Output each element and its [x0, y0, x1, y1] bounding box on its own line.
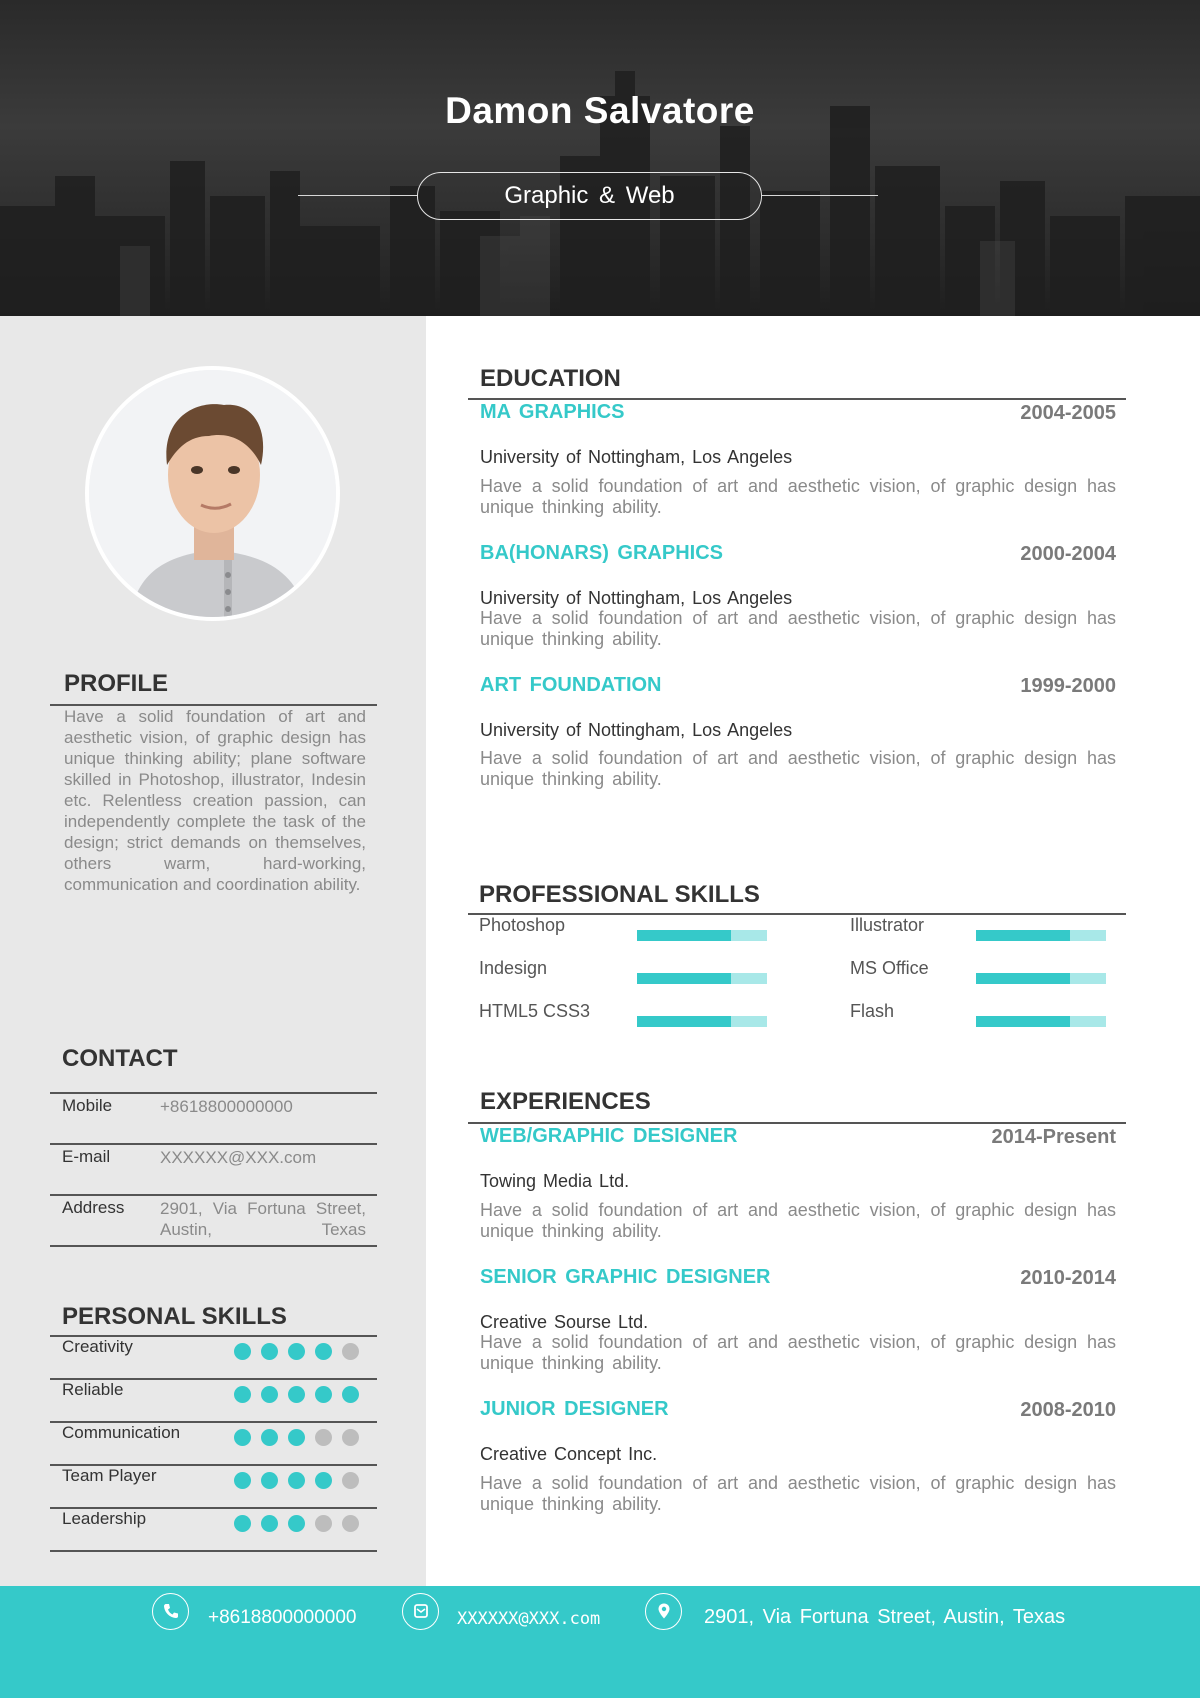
personal-skill-label: Leadership: [62, 1509, 147, 1528]
rating-dot-filled: [342, 1386, 359, 1403]
personal-skill-label: Creativity: [62, 1337, 133, 1356]
professional-skills-rule: [468, 913, 1126, 915]
rating-dot-empty: [315, 1429, 332, 1446]
professional-skill-label: Illustrator: [850, 915, 925, 935]
phone-icon: [152, 1593, 189, 1630]
education-school: University of Nottingham, Los Angeles: [480, 447, 793, 467]
rating-dot-empty: [342, 1429, 359, 1446]
education-description: Have a solid foundation of art and aesthetic vision, of graphic design has unique thinking ability.: [480, 608, 1116, 649]
skill-level-bar: [637, 1016, 767, 1027]
rating-dot-filled: [315, 1343, 332, 1360]
contact-address-value: 2901, Via Fortuna Street, Austin, Texas: [160, 1199, 366, 1239]
contact-email-value[interactable]: XXXXXX@XXX.com: [160, 1148, 317, 1167]
skill-level-bar: [976, 930, 1106, 941]
education-date: 1999-2000: [1020, 675, 1116, 697]
experience-description: Have a solid foundation of art and aesthetic vision, of graphic design has unique thinking ability.: [480, 1332, 1116, 1373]
experience-description: Have a solid foundation of art and aesthetic vision, of graphic design has unique thinking ability.: [480, 1473, 1116, 1514]
rating-dot-filled: [261, 1515, 278, 1532]
skill-level-bar: [976, 1016, 1106, 1027]
contact-row-mobile: [50, 1096, 377, 1144]
rating-dot-filled: [234, 1515, 251, 1532]
personal-skill-row: [50, 1380, 377, 1423]
experiences-heading: EXPERIENCES: [480, 1088, 651, 1115]
rating-dot-filled: [234, 1472, 251, 1489]
experience-title: SENIOR GRAPHIC DESIGNER: [480, 1266, 771, 1288]
rating-dot-empty: [342, 1472, 359, 1489]
skill-level-fill: [976, 930, 1070, 941]
professional-skill-label: Flash: [850, 1001, 895, 1021]
footer-phone[interactable]: +8618800000000: [208, 1607, 357, 1628]
personal-skill-row: [50, 1466, 377, 1509]
portrait-photo: [89, 370, 340, 621]
avatar: [85, 366, 340, 621]
person-name: Damon Salvatore: [445, 90, 755, 131]
rating-dot-filled: [234, 1343, 251, 1360]
rating-dot-filled: [288, 1515, 305, 1532]
personal-skill-row: [50, 1509, 377, 1552]
contact-mobile-value[interactable]: +8618800000000: [160, 1097, 293, 1116]
experience-company: Creative Concept Inc.: [480, 1444, 658, 1464]
education-title: MA GRAPHICS: [480, 401, 625, 423]
experience-title: WEB/GRAPHIC DESIGNER: [480, 1125, 738, 1147]
rating-dot-filled: [288, 1429, 305, 1446]
professional-skill-label: Photoshop: [479, 915, 566, 935]
rating-dot-filled: [288, 1386, 305, 1403]
skill-level-fill: [637, 1016, 731, 1027]
job-title-pill: Graphic & Web: [417, 172, 762, 220]
skill-level-fill: [976, 973, 1070, 984]
experience-description: Have a solid foundation of art and aesthetic vision, of graphic design has unique thinking ability.: [480, 1200, 1116, 1241]
personal-skill-rule: [50, 1550, 377, 1552]
education-date: 2004-2005: [1020, 402, 1116, 424]
experience-company: Creative Sourse Ltd.: [480, 1312, 649, 1332]
personal-skill-label: Communication: [62, 1423, 181, 1442]
rating-dot-filled: [288, 1472, 305, 1489]
profile-text: Have a solid foundation of art and aesthetic vision, of graphic design has unique thinking ability; plane software skilled in Photoshop, illustrator, Indesin etc. Relentless creation passion, can independently complete the task of the design; strict demands on themselves, others warm, hard-working, communication and coordination ability.: [64, 707, 366, 894]
rating-dot-filled: [234, 1429, 251, 1446]
subtitle-divider-right: [762, 195, 878, 196]
footer-email[interactable]: XXXXXX@XXX.com: [457, 1609, 601, 1629]
education-title: ART FOUNDATION: [480, 674, 662, 696]
professional-skill-label: MS Office: [850, 958, 929, 978]
skill-level-bar: [637, 973, 767, 984]
profile-heading: PROFILE: [64, 670, 169, 697]
education-school: University of Nottingham, Los Angeles: [480, 588, 793, 608]
professional-skill-label: Indesign: [479, 958, 548, 978]
skill-level-bar: [637, 930, 767, 941]
rating-dot-empty: [342, 1343, 359, 1360]
personal-skill-row: [50, 1423, 377, 1466]
rating-dot-filled: [261, 1386, 278, 1403]
education-school: University of Nottingham, Los Angeles: [480, 720, 793, 740]
contact-row-address: [50, 1198, 377, 1246]
experiences-rule: [468, 1122, 1126, 1124]
contact-rule-bottom: [50, 1245, 377, 1247]
contact-heading: CONTACT: [62, 1045, 178, 1072]
education-rule: [468, 398, 1126, 400]
subtitle-divider-left: [298, 195, 418, 196]
skill-level-bar: [976, 973, 1106, 984]
rating-dot-filled: [234, 1386, 251, 1403]
envelope-icon: [402, 1593, 439, 1630]
education-date: 2000-2004: [1020, 543, 1116, 565]
rating-dot-filled: [315, 1386, 332, 1403]
personal-skills-heading: PERSONAL SKILLS: [62, 1303, 287, 1330]
professional-skills-heading: PROFESSIONAL SKILLS: [479, 881, 760, 908]
education-title: BA(HONARS) GRAPHICS: [480, 542, 723, 564]
contact-label: Address: [62, 1198, 125, 1217]
location-pin-icon: [645, 1593, 682, 1630]
contact-rule: [50, 1143, 377, 1145]
experience-date: 2010-2014: [1020, 1267, 1116, 1289]
experience-date: 2008-2010: [1020, 1399, 1116, 1421]
rating-dot-filled: [315, 1472, 332, 1489]
contact-label: E-mail: [62, 1147, 111, 1166]
education-description: Have a solid foundation of art and aesthetic vision, of graphic design has unique thinking ability.: [480, 476, 1116, 517]
experience-date: 2014-Present: [991, 1126, 1116, 1148]
contact-rule: [50, 1194, 377, 1196]
skill-level-fill: [637, 930, 731, 941]
experience-title: JUNIOR DESIGNER: [480, 1398, 669, 1420]
education-heading: EDUCATION: [480, 365, 621, 392]
contact-rule-top: [50, 1092, 377, 1094]
professional-skill-label: HTML5 CSS3: [479, 1001, 591, 1021]
contact-row-email: [50, 1147, 377, 1195]
personal-skill-row: [50, 1337, 377, 1380]
skill-level-fill: [637, 973, 731, 984]
personal-skill-label: Reliable: [62, 1380, 124, 1399]
education-description: Have a solid foundation of art and aesthetic vision, of graphic design has unique thinking ability.: [480, 748, 1116, 789]
rating-dot-filled: [261, 1429, 278, 1446]
rating-dot-filled: [288, 1343, 305, 1360]
footer-address: 2901, Via Fortuna Street, Austin, Texas: [704, 1606, 1066, 1628]
rating-dot-filled: [261, 1472, 278, 1489]
skill-level-fill: [976, 1016, 1070, 1027]
rating-dot-empty: [342, 1515, 359, 1532]
header-banner: [0, 0, 1200, 316]
experience-company: Towing Media Ltd.: [480, 1171, 630, 1191]
contact-label: Mobile: [62, 1096, 113, 1115]
personal-skill-label: Team Player: [62, 1466, 157, 1485]
rating-dot-empty: [315, 1515, 332, 1532]
rating-dot-filled: [261, 1343, 278, 1360]
